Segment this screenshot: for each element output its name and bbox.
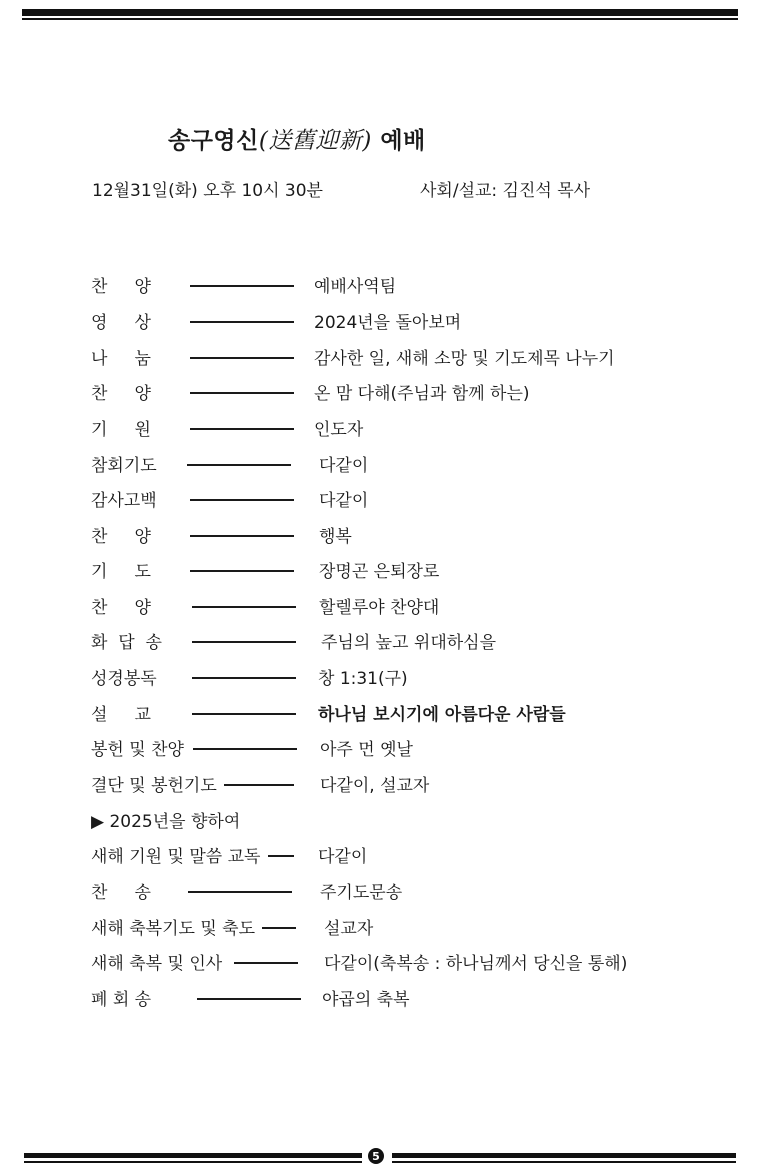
order-row [0,344,760,374]
order-value: 2024년을 돌아보며 [314,313,462,333]
order-label: 나 눔 [91,349,151,369]
order-label: 화 답 송 [91,633,162,653]
order-value: 예배사역팀 [314,277,397,297]
leader-line [190,392,294,394]
order-row [0,522,760,552]
leader-line [192,641,296,643]
leader-line [190,285,294,287]
order-value: 감사한 일, 새해 소망 및 기도제목 나누기 [314,349,615,369]
order-row [0,914,760,944]
order-row [0,415,760,445]
order-row [0,735,760,765]
order-value: 야곱의 축복 [322,990,410,1010]
order-row [0,593,760,623]
order-label: 결단 및 봉헌기도 [91,776,217,796]
order-row [0,985,760,1015]
order-row [0,486,760,516]
order-label: 찬 양 [91,277,151,297]
leader-line [190,321,294,323]
top-rule-thin [22,18,738,20]
order-value: 설교자 [324,919,374,939]
title-suffix: 예배 [371,128,426,154]
leader-line [262,927,296,929]
order-value: 다같이, 설교자 [320,776,430,796]
order-value: 아주 먼 옛날 [320,740,413,760]
bottom-rule-left-thin [24,1161,362,1163]
order-value: 다같이 [319,491,369,511]
order-row [0,557,760,587]
order-value: 다같이 [319,456,369,476]
order-label: 기 도 [91,562,151,582]
order-value: 주님의 높고 위대하심을 [321,633,497,653]
order-label: 찬 양 [91,598,151,618]
order-label: 설 교 [91,705,151,725]
leader-line [187,464,291,466]
order-row [0,771,760,801]
bottom-rule-right [392,1153,736,1158]
order-row [0,664,760,694]
order-value: 할렐루야 찬양대 [319,598,440,618]
leader-line [234,962,298,964]
leader-line [192,606,296,608]
order-row [0,451,760,481]
order-value: 주기도문송 [320,883,403,903]
title-hanja: (送舊迎新) [258,128,372,154]
leader-line [190,570,294,572]
leader-line [192,677,296,679]
order-label: 찬 양 [91,527,151,547]
order-label: 폐 회 송 [91,990,152,1010]
order-label: 감사고백 [91,491,157,511]
order-value: 인도자 [314,420,364,440]
order-row [0,949,760,979]
order-row [0,628,760,658]
order-row [0,272,760,302]
order-row [0,878,760,908]
order-label: 봉헌 및 찬양 [91,740,184,760]
order-label: 기 원 [91,420,151,440]
section-heading-2025: ▶ 2025년을 향하여 [91,812,241,832]
leader-line [188,891,292,893]
page-title [168,122,426,155]
page-number: 5 [368,1148,384,1164]
leader-line [197,998,301,1000]
order-label: 영 상 [91,313,151,333]
bottom-rule-left [24,1153,362,1158]
order-label: 새해 축복기도 및 축도 [91,919,256,939]
leader-line [268,855,294,857]
service-datetime: 12월31일(화) 오후 10시 30분 [92,181,323,201]
leader-line [192,713,296,715]
order-label: 찬 송 [91,883,151,903]
leader-line [190,357,294,359]
order-value: 다같이 [318,847,368,867]
leader-line [224,784,294,786]
order-label: 찬 양 [91,384,151,404]
order-row [0,308,760,338]
leader-line [190,428,294,430]
order-value: 다같이(축복송 : 하나님께서 당신을 통해) [324,954,628,974]
title-prefix: 송구영신 [168,128,259,154]
order-value: 장명곤 은퇴장로 [319,562,440,582]
sermon-title: 하나님 보시기에 아름다운 사람들 [318,705,566,725]
leader-line [190,535,294,537]
order-label: 새해 축복 및 인사 [91,954,223,974]
order-row [0,379,760,409]
service-officiant: 사회/설교: 김진석 목사 [420,181,591,201]
bottom-rule-right-thin [392,1161,736,1163]
order-row [0,842,760,872]
order-value: 온 맘 다해(주님과 함께 하는) [314,384,530,404]
order-label: 새해 기원 및 말씀 교독 [91,847,261,867]
leader-line [193,748,297,750]
order-value: 행복 [319,527,352,547]
leader-line [190,499,294,501]
order-label: 참회기도 [91,456,157,476]
order-value: 창 1:31(구) [318,669,408,689]
order-label: 성경봉독 [91,669,157,689]
order-row [0,700,760,730]
top-rule [22,9,738,16]
